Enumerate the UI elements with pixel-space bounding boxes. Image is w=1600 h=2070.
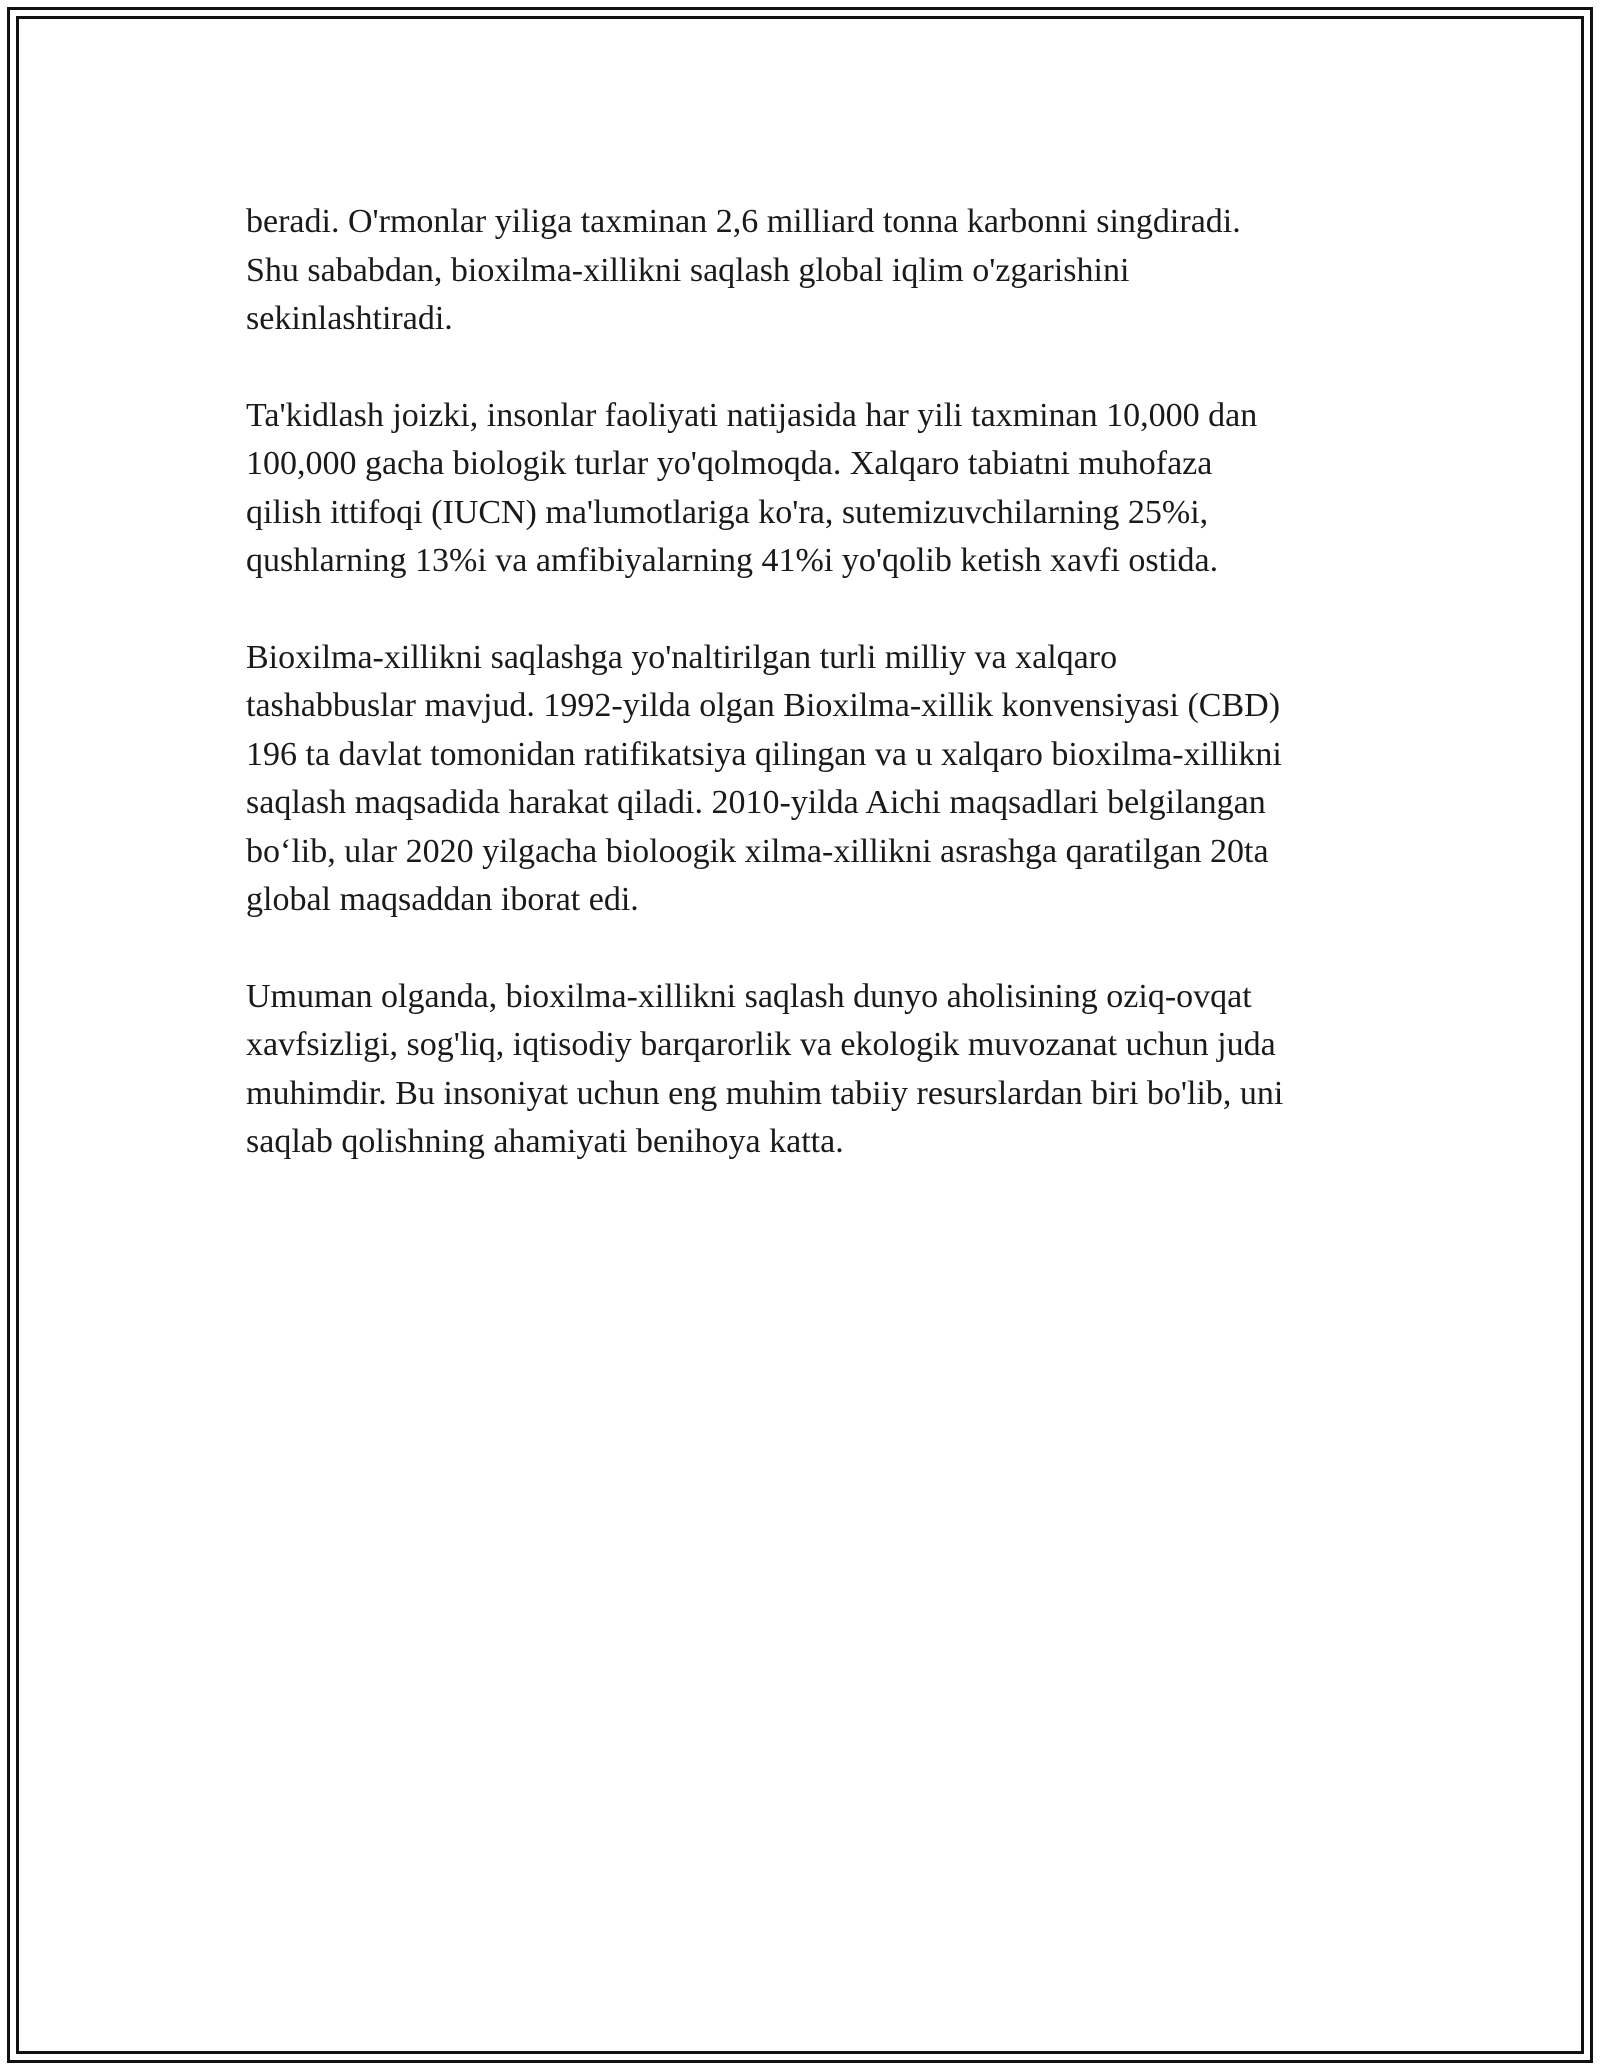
- paragraph-forest-carbon: beradi. O'rmonlar yiliga taxminan 2,6 milliard tonna karbonni singdiradi. Shu sababdan, bioxilma-xillikni saqlash global iqlim o'zgarishini sekinlashtiradi.: [246, 203, 1241, 337]
- paragraph-species-loss: Ta'kidlash joizki, insonlar faoliyati natijasida har yili taxminan 10,000 dan 100,000 gacha biologik turlar yo'qolmoqda. Xalqaro tabiatni muhofaza qilish ittifoqi (IUCN) ma'lumotlariga ko'ra, sutemizuvchilarning 25%i, qushlarning 13%i va amfibiyalarning 41%i yo'qolib ketish xavfi ostida.: [246, 396, 1258, 579]
- page-border: [7, 7, 1593, 2063]
- paragraph-conclusion: Umuman olganda, bioxilma-xillikni saqlash dunyo aholisining oziq-ovqat xavfsizligi, sog'liq, iqtisodiy barqarorlik va ekologik muvozanat uchun juda muhimdir. Bu insoniyat uchun eng muhim tabiiy resurslardan biri bo'lib, uni saqlab qolishning ahamiyati benihoya katta.: [246, 977, 1284, 1160]
- paragraph-initiatives: Bioxilma-xillikni saqlashga yo'naltirilgan turli milliy va xalqaro tashabbuslar mavjud. 1992-yilda olgan Bioxilma-xillik konvensiyasi (CBD) 196 ta davlat tomonidan ratifikatsiya qilingan va u xalqaro bioxilma-xillikni saqlash maqsadida harakat qiladi. 2010-yilda Aichi maqsadlari belgilangan bo‘lib, ular 2020 yilgacha bioloogik xilma-xillikni asrashga qaratilgan 20ta global maqsaddan iborat edi.: [246, 638, 1282, 918]
- document-body: [246, 198, 1386, 1215]
